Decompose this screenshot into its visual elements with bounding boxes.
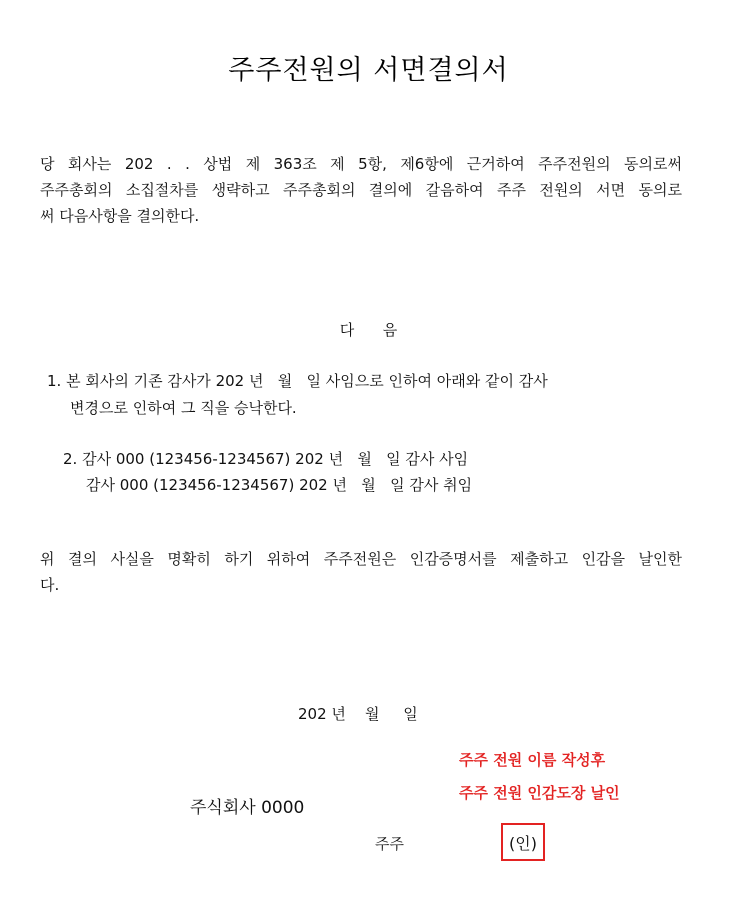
item-2-line-1: 2. 감사 000 (123456-1234567) 202 년 월 일 감사 사임 [63, 450, 469, 468]
intro-line-1: 당 회사는 202 . . 상법 제 363조 제 5항, 제6항에 근거하여 주주전원의 동의로써 [40, 155, 682, 173]
annotation-affix-seal: 주주 전원 인감도장 날인 [459, 784, 620, 802]
section-heading: 다 음 [339, 321, 398, 339]
document-title: 주주전원의 서면결의서 [228, 55, 509, 86]
closing-line-1: 위 결의 사실을 명확히 하기 위하여 주주전원은 인감증명서를 제출하고 인감을 날인한 [40, 550, 682, 568]
intro-line-3: 써 다음사항을 결의한다. [40, 207, 200, 225]
company-name: 주식회사 0000 [190, 798, 305, 818]
item-2-line-2: 감사 000 (123456-1234567) 202 년 월 일 감사 취임 [86, 476, 473, 494]
intro-paragraph [40, 151, 682, 229]
shareholder-label: 주주 [375, 835, 404, 853]
annotation-write-names: 주주 전원 이름 작성후 [459, 751, 606, 769]
seal-box [501, 823, 545, 861]
seal-text: (인) [509, 833, 537, 853]
intro-line-2: 주주총회의 소집절차를 생략하고 주주총회의 결의에 갈음하여 주주 전원의 서면 동의로 [40, 181, 682, 199]
closing-paragraph [40, 546, 682, 598]
item-1-line-1: 1. 본 회사의 기존 감사가 202 년 월 일 사임으로 인하여 아래와 같이 감사 [47, 372, 548, 390]
item-1-line-2: 변경으로 인하여 그 직을 승낙한다. [70, 399, 297, 417]
document-date: 202 년 월 일 [298, 705, 418, 723]
closing-line-2: 다. [40, 576, 60, 594]
